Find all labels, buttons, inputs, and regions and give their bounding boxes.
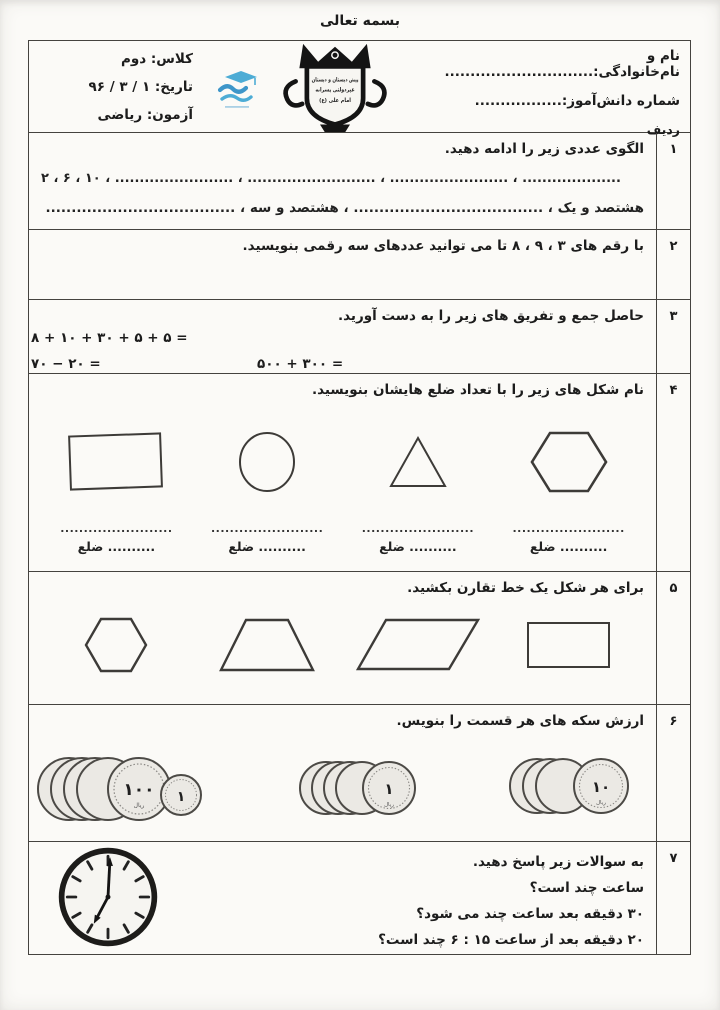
coin-stack-1-rial <box>299 751 421 825</box>
student-number-field: شماره دانش‌آموز:................. <box>474 93 680 109</box>
answer-blank: ........................ <box>512 522 625 535</box>
school-name-line3: امام علی (ع) <box>319 98 351 104</box>
time-question-1: ساعت چند است؟ <box>529 880 644 896</box>
time-question-3: ۲۰ دقیقه بعد از ساعت ⁦۶ : ۱۵⁩ چند است؟ <box>378 932 644 948</box>
question-row-6 <box>29 704 690 841</box>
rectangle-shape <box>67 431 165 493</box>
question-number: ۴ <box>656 374 690 571</box>
school-emblem-icon <box>274 42 396 132</box>
side-count-blanks <box>41 539 644 554</box>
subtraction-equation: ۷۰ − ۲۰ = <box>31 356 101 372</box>
question-number: ۱ <box>656 133 690 229</box>
header-exam-info <box>29 41 199 132</box>
question-text: حاصل جمع و تفریق های زیر را به دست آورید. <box>338 308 644 324</box>
header-center <box>199 41 432 132</box>
word-pattern-line: هشتصد و یک ، ..................................... ، هشتصد و سه ، ..................................... <box>45 200 644 216</box>
coin-value: ۱۰ <box>591 778 611 796</box>
bismillah-text: بسمه تعالی <box>319 13 401 29</box>
number-pattern-line: ۲ ، ۶ ، ۱۰ ، ........................ ، .......................... ، ........................ ، .................... <box>41 171 621 186</box>
question-number: ۳ <box>656 300 690 373</box>
exam-subject-label: آزمون: ریاضی <box>97 107 193 123</box>
question-row-1 <box>29 132 690 229</box>
side-count-blank: .......... ضلع <box>529 539 608 554</box>
triangle-shape <box>387 434 449 490</box>
analog-clock-7-oclock <box>55 844 161 950</box>
trapezoid-shape <box>219 617 315 673</box>
question-number: ۲ <box>656 230 690 299</box>
side-count-blank: .......... ضلع <box>77 539 156 554</box>
question-text: با رقم های ۳ ، ۹ ، ۸ تا می توانید عددهای سه رقمی بنویسید. <box>242 238 644 254</box>
coin-rial-label: ریال <box>133 802 145 809</box>
answer-blank: ........................ <box>210 522 324 535</box>
question-text: برای هر شکل یک خط تقارن بکشید. <box>407 580 644 596</box>
name-field: نام و نام‌خانوادگی:............................. <box>444 48 680 80</box>
parallelogram-shape <box>356 618 480 672</box>
class-label: کلاس: دوم <box>120 51 193 67</box>
hexagon-shape <box>84 617 148 673</box>
coin-value: ۱ <box>176 789 186 805</box>
exam-table <box>28 40 691 955</box>
question-number: ۶ <box>656 705 690 841</box>
publisher-watermark-icon <box>215 69 259 113</box>
question-row-2 <box>29 229 690 299</box>
question-row-5 <box>29 571 690 704</box>
question-text: ارزش سکه های هر قسمت را بنویس. <box>396 713 644 729</box>
circle-shape <box>235 430 299 494</box>
school-name-line2: غیردولتی پسرانه <box>315 87 355 94</box>
coin-value: ۱۰۰ <box>123 780 155 800</box>
shape-name-blanks <box>41 522 644 535</box>
question-number: ۵ <box>656 572 690 704</box>
side-count-blank: .......... ضلع <box>228 539 306 554</box>
question-row-7 <box>29 841 690 954</box>
question-number: ۷ <box>656 842 690 954</box>
coin-groups <box>29 739 656 839</box>
question-text: به سوالات زیر پاسخ دهید. <box>472 854 644 870</box>
answer-blank: ........................ <box>361 522 475 535</box>
shapes-row <box>41 420 644 504</box>
rectangle-shape <box>526 620 612 670</box>
addition-equation: ۸ + ۱۰ + ۳۰ + ۵ + ۵ = <box>31 330 188 346</box>
question-text: الگوی عددی زیر را ادامه دهید. <box>444 141 644 157</box>
coin-value: ۱ <box>384 780 394 798</box>
date-label: تاریخ: ۱ / ۳ / ۹۶ <box>88 79 193 95</box>
hexagon-shape <box>529 430 609 494</box>
question-row-3 <box>29 299 690 373</box>
coin-stack-10-rial <box>509 747 635 825</box>
radif-column-label: ردیف <box>646 122 680 137</box>
header-row <box>29 41 690 137</box>
question-row-4 <box>29 373 690 571</box>
symmetry-shapes-row <box>41 614 644 676</box>
answer-blank: ........................ <box>60 522 173 535</box>
question-text: نام شکل های زیر را با تعداد ضلع هایشان بنویسید. <box>311 382 644 398</box>
coin-stack-100-rial <box>35 741 207 837</box>
addition-equation-2: ۵۰۰ + ۳۰۰ = <box>257 356 344 372</box>
coin-rial-label: ریال <box>596 800 606 806</box>
header-student-fields <box>432 41 690 137</box>
side-count-blank: .......... ضلع <box>379 539 457 554</box>
time-question-2: ۳۰ دقیقه بعد ساعت چند می شود؟ <box>416 906 644 922</box>
school-name-line1: پیش دبستان و دبستان <box>311 77 359 84</box>
coin-rial-label: ریال <box>384 802 394 808</box>
